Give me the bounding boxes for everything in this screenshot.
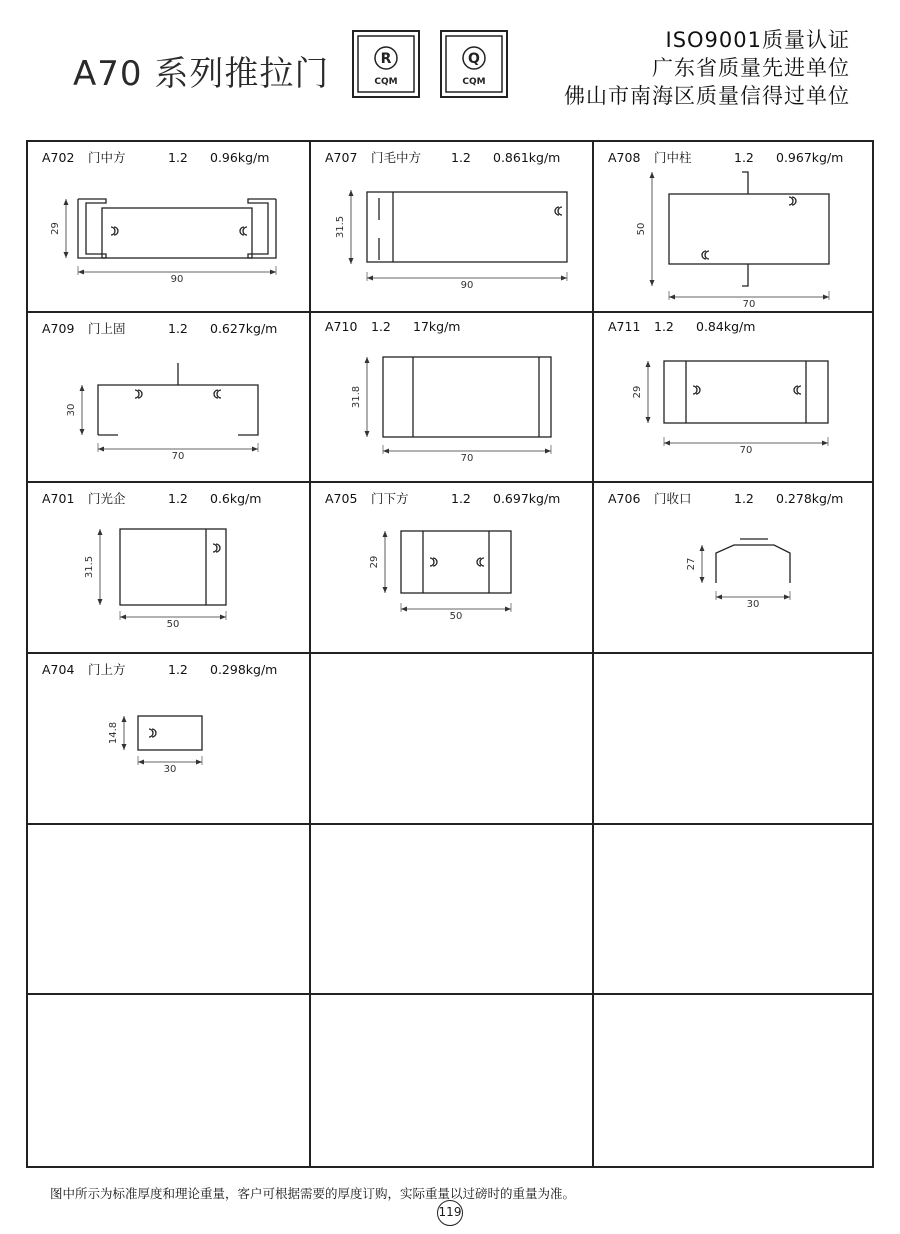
hook-detail bbox=[794, 386, 801, 394]
width-label: 90 bbox=[170, 274, 184, 285]
height-label: 31.5 bbox=[335, 215, 346, 239]
profile-code: A708 bbox=[608, 150, 641, 165]
cqm-r-certification-logo bbox=[352, 30, 420, 98]
hook-detail bbox=[555, 207, 562, 215]
profile-body bbox=[383, 357, 551, 437]
profile-weight: 0.298kg/m bbox=[210, 662, 278, 677]
logo-letter: R bbox=[380, 51, 392, 67]
profile-weight: 0.278kg/m bbox=[776, 491, 844, 507]
width-label: 30 bbox=[746, 599, 760, 611]
hook-detail bbox=[430, 558, 437, 566]
cqm-q-certification-logo bbox=[440, 30, 508, 98]
profile-drawing bbox=[311, 142, 592, 311]
profile-drawing bbox=[28, 142, 309, 311]
empty-cell bbox=[311, 825, 594, 996]
hook-detail bbox=[702, 251, 709, 259]
hook-detail bbox=[477, 558, 484, 566]
hook-detail bbox=[214, 390, 221, 398]
width-label: 70 bbox=[742, 299, 756, 310]
width-label: 70 bbox=[739, 444, 753, 456]
profile-cell bbox=[594, 142, 872, 313]
footer-note: 图中所示为标准厚度和理论重量，客户可根据需要的厚度订购，实际重量以过磅时的重量为准。 bbox=[50, 1186, 576, 1201]
width-label: 70 bbox=[171, 450, 185, 462]
profile-weight: 17kg/m bbox=[413, 318, 461, 334]
profile-cell bbox=[311, 313, 594, 484]
profile-drawing bbox=[594, 142, 872, 311]
profile-name: 门中方 bbox=[88, 150, 126, 165]
profile-cell bbox=[28, 142, 311, 313]
height-label: 29 bbox=[50, 222, 61, 235]
profile-thickness: 1.2 bbox=[168, 491, 188, 507]
width-label: 30 bbox=[163, 764, 177, 775]
hook-detail bbox=[149, 729, 156, 737]
profile-code: A711 bbox=[608, 318, 641, 334]
empty-cell bbox=[28, 995, 311, 1166]
profile-thickness: 1.2 bbox=[168, 320, 188, 336]
empty-cell bbox=[28, 825, 311, 996]
height-label: 31.5 bbox=[84, 556, 95, 579]
profile-weight: 0.861kg/m bbox=[493, 150, 561, 165]
width-label: 70 bbox=[460, 452, 474, 464]
height-label: 29 bbox=[632, 385, 643, 399]
profile-thickness: 1.2 bbox=[168, 662, 188, 677]
profile-thickness: 1.2 bbox=[168, 150, 188, 165]
profile-thickness: 1.2 bbox=[451, 491, 471, 507]
profile-body bbox=[367, 192, 567, 262]
profile-thickness: 1.2 bbox=[451, 150, 471, 165]
certification-line: ISO9001质量认证 bbox=[665, 28, 850, 52]
empty-cell bbox=[594, 654, 872, 825]
profile-code: A706 bbox=[608, 491, 641, 507]
profile-body bbox=[664, 361, 828, 423]
profile-code: A710 bbox=[325, 318, 358, 334]
profile-thickness: 1.2 bbox=[371, 318, 391, 334]
profile-code: A702 bbox=[42, 150, 75, 165]
profile-outline bbox=[716, 545, 790, 583]
profile-weight: 0.84kg/m bbox=[696, 318, 756, 334]
profile-body bbox=[120, 529, 226, 605]
profile-weight: 0.967kg/m bbox=[776, 150, 844, 165]
certification-list bbox=[564, 26, 850, 110]
height-label: 31.8 bbox=[351, 385, 362, 408]
hook-detail bbox=[789, 197, 796, 205]
profile-fin-top bbox=[742, 172, 748, 194]
profile-thickness: 1.2 bbox=[734, 150, 754, 165]
profile-name: 门下方 bbox=[371, 491, 409, 507]
page-title: A70 系列推拉门 bbox=[73, 54, 330, 94]
profile-name: 门光企 bbox=[88, 491, 126, 507]
profile-fin-bottom bbox=[742, 264, 748, 286]
profile-outline bbox=[98, 385, 258, 435]
hook-detail bbox=[111, 227, 118, 235]
profile-body bbox=[401, 531, 511, 593]
page-number: 119 bbox=[437, 1200, 463, 1226]
height-label: 29 bbox=[369, 555, 380, 569]
empty-cell bbox=[594, 825, 872, 996]
profile-drawing bbox=[594, 483, 872, 652]
profile-code: A705 bbox=[325, 491, 358, 507]
hook-detail bbox=[693, 386, 700, 394]
profile-body bbox=[102, 208, 252, 258]
profile-drawing bbox=[28, 483, 309, 652]
profile-cell bbox=[28, 483, 311, 654]
empty-cell bbox=[594, 995, 872, 1166]
empty-cell bbox=[311, 995, 594, 1166]
hook-detail bbox=[240, 227, 247, 235]
hook-detail bbox=[135, 390, 142, 398]
profile-code: A707 bbox=[325, 150, 358, 165]
profile-weight: 0.627kg/m bbox=[210, 320, 278, 336]
profile-cell bbox=[28, 654, 311, 825]
empty-cell bbox=[311, 654, 594, 825]
certification-line: 佛山市南海区质量信得过单位 bbox=[564, 84, 850, 108]
profile-cell bbox=[28, 313, 311, 484]
profile-body bbox=[138, 716, 202, 750]
profile-name: 门上方 bbox=[88, 662, 126, 677]
profile-table bbox=[26, 140, 874, 1168]
logo-letter: Q bbox=[468, 51, 480, 67]
profile-weight: 0.697kg/m bbox=[493, 491, 561, 507]
profile-name: 门上固 bbox=[88, 320, 126, 336]
profile-name: 门毛中方 bbox=[371, 150, 422, 165]
profile-thickness: 1.2 bbox=[734, 491, 754, 507]
profile-body bbox=[669, 194, 829, 264]
profile-name: 门中柱 bbox=[654, 150, 692, 165]
profile-code: A701 bbox=[42, 491, 75, 507]
height-label: 27 bbox=[686, 557, 697, 571]
profile-cell bbox=[311, 142, 594, 313]
profile-cell bbox=[594, 313, 872, 484]
profile-drawing bbox=[594, 313, 872, 482]
width-label: 90 bbox=[460, 280, 474, 291]
height-label: 50 bbox=[636, 222, 647, 236]
height-label: 30 bbox=[66, 403, 77, 417]
profile-name: 门收口 bbox=[654, 491, 692, 507]
profile-weight: 0.6kg/m bbox=[210, 491, 262, 507]
width-label: 50 bbox=[166, 619, 180, 631]
profile-weight: 0.96kg/m bbox=[210, 150, 270, 165]
hook-detail bbox=[213, 544, 220, 552]
profile-cell bbox=[594, 483, 872, 654]
certification-line: 广东省质量先进单位 bbox=[652, 56, 850, 80]
width-label: 50 bbox=[449, 611, 463, 623]
profile-drawing bbox=[311, 483, 592, 652]
profile-drawing bbox=[311, 313, 592, 482]
height-label: 14.8 bbox=[108, 721, 119, 745]
profile-cell bbox=[311, 483, 594, 654]
profile-drawing bbox=[28, 654, 309, 823]
profile-thickness: 1.2 bbox=[654, 318, 674, 334]
logo-text: CQM bbox=[374, 77, 398, 87]
profile-code: A704 bbox=[42, 662, 75, 677]
profile-code: A709 bbox=[42, 320, 75, 336]
profile-drawing bbox=[28, 313, 309, 482]
logo-text: CQM bbox=[462, 77, 486, 87]
